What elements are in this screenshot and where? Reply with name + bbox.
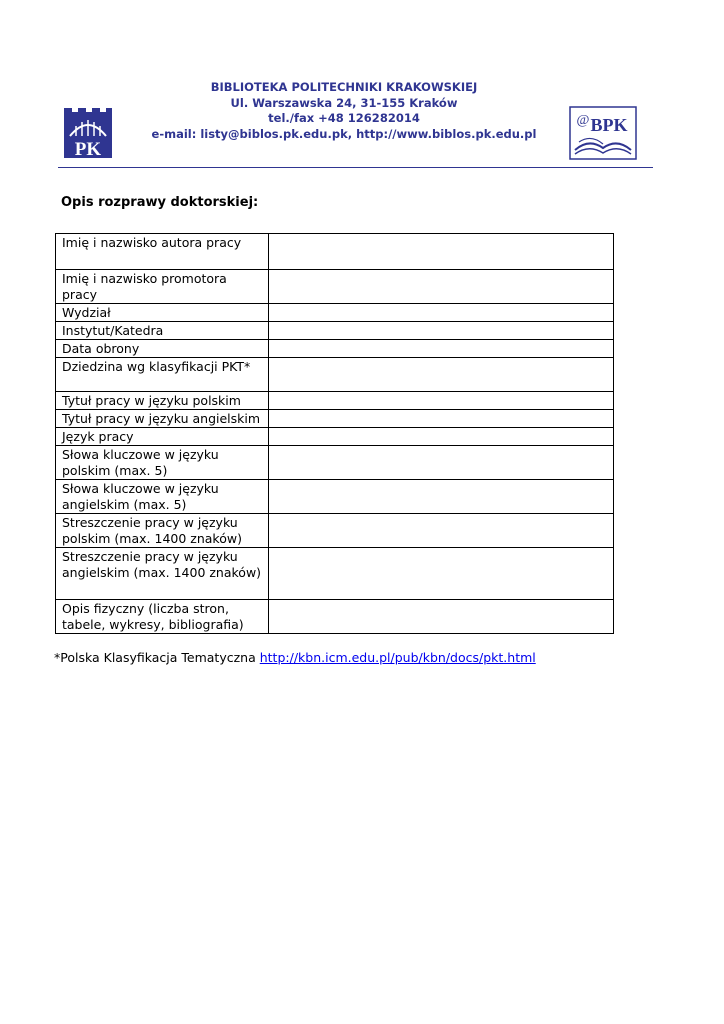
row-value-field[interactable]	[269, 304, 614, 322]
row-label: Imię i nazwisko autora pracy	[56, 234, 269, 270]
row-label: Instytut/Katedra	[56, 322, 269, 340]
section-title: Opis rozprawy doktorskiej:	[61, 195, 259, 210]
row-label: Streszczenie pracy w języku polskim (max. 1400 znaków)	[56, 514, 269, 548]
row-label: Tytuł pracy w języku angielskim	[56, 410, 269, 428]
library-header	[140, 80, 548, 142]
library-name: BIBLIOTEKA POLITECHNIKI KRAKOWSKIEJ	[210, 80, 478, 94]
row-value-field[interactable]	[269, 340, 614, 358]
row-value-field[interactable]	[269, 270, 614, 304]
library-contact: e-mail: listy@biblos.pk.edu.pk, http://www.biblos.pk.edu.pl	[151, 126, 537, 141]
bpk-at-sign: @	[576, 113, 590, 128]
library-address: Ul. Warszawska 24, 31-155 Kraków	[230, 95, 458, 110]
pkt-link[interactable]: http://kbn.icm.edu.pl/pub/kbn/docs/pkt.html	[259, 650, 536, 665]
pk-logo-text: PK	[74, 139, 102, 160]
table-row	[56, 480, 614, 514]
row-label: Tytuł pracy w języku polskim	[56, 392, 269, 410]
table-row	[56, 322, 614, 340]
table-row	[56, 428, 614, 446]
table-row	[56, 340, 614, 358]
table-row	[56, 392, 614, 410]
bpk-logo-text: BPK	[590, 115, 628, 135]
row-value-field[interactable]	[269, 358, 614, 392]
row-value-field[interactable]	[269, 322, 614, 340]
table-row	[56, 234, 614, 270]
table-row	[56, 514, 614, 548]
row-label: Słowa kluczowe w języku angielskim (max. 5)	[56, 480, 269, 514]
row-label: Wydział	[56, 304, 269, 322]
row-label: Język pracy	[56, 428, 269, 446]
row-label: Dziedzina wg klasyfikacji PKT*	[56, 358, 269, 392]
row-value-field[interactable]	[269, 410, 614, 428]
table-row	[56, 410, 614, 428]
footnote	[54, 650, 536, 665]
row-value-field[interactable]	[269, 392, 614, 410]
table-row	[56, 304, 614, 322]
table-row	[56, 600, 614, 634]
thesis-description-table	[55, 233, 614, 634]
header-divider	[58, 167, 653, 168]
row-value-field[interactable]	[269, 514, 614, 548]
pk-logo-icon	[62, 106, 114, 160]
row-value-field[interactable]	[269, 234, 614, 270]
row-value-field[interactable]	[269, 446, 614, 480]
library-phone: tel./fax +48 126282014	[268, 111, 420, 125]
row-label: Opis fizyczny (liczba stron, tabele, wykresy, bibliografia)	[56, 600, 269, 634]
row-label: Streszczenie pracy w języku angielskim (max. 1400 znaków)	[56, 548, 269, 600]
table-row	[56, 358, 614, 392]
table-row	[56, 270, 614, 304]
bpk-logo-icon	[569, 106, 637, 160]
footnote-text: *Polska Klasyfikacja Tematyczna	[54, 650, 260, 665]
row-value-field[interactable]	[269, 600, 614, 634]
table-row	[56, 446, 614, 480]
row-label: Słowa kluczowe w języku polskim (max. 5)	[56, 446, 269, 480]
table-row	[56, 548, 614, 600]
row-value-field[interactable]	[269, 480, 614, 514]
row-label: Imię i nazwisko promotora pracy	[56, 270, 269, 304]
row-value-field[interactable]	[269, 428, 614, 446]
row-label: Data obrony	[56, 340, 269, 358]
row-value-field[interactable]	[269, 548, 614, 600]
